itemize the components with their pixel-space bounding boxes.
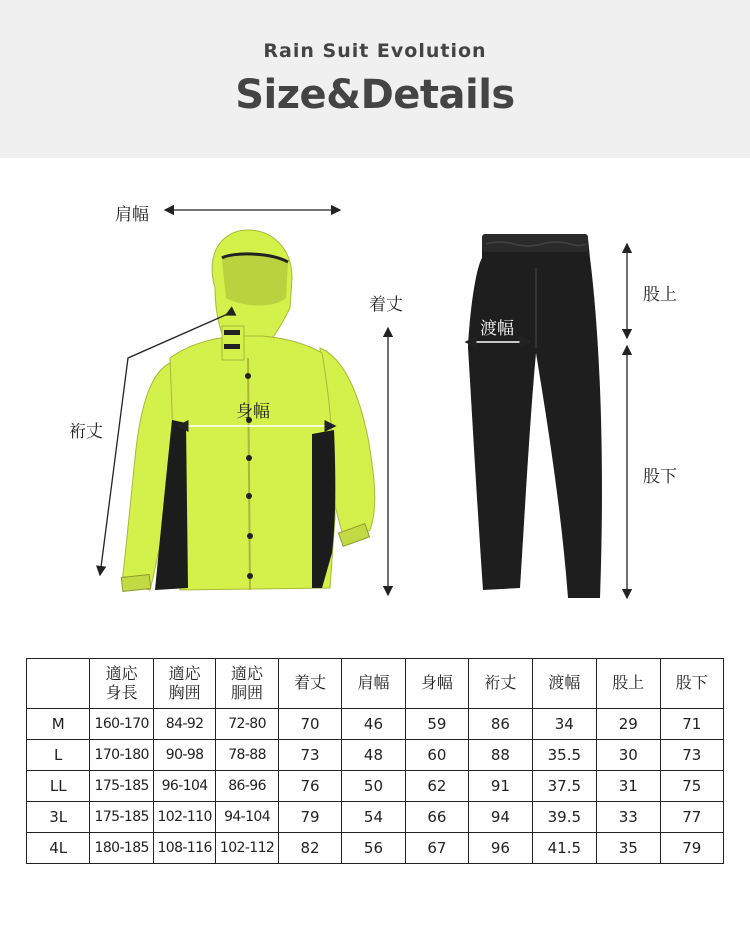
table-cell: 73 [278, 740, 341, 771]
header-size [27, 659, 90, 709]
table-cell: 76 [278, 771, 341, 802]
table-cell: 56 [342, 833, 405, 864]
table-cell: 33 [597, 802, 660, 833]
table-cell: 34 [532, 709, 596, 740]
table-cell: 30 [597, 740, 660, 771]
table-cell: 86 [469, 709, 532, 740]
table-cell: 88 [469, 740, 532, 771]
table-cell: 31 [597, 771, 660, 802]
table-cell: 39.5 [532, 802, 596, 833]
table-cell: 79 [278, 802, 341, 833]
header-banner [0, 0, 750, 158]
header-waist: 適応 胴囲 [216, 659, 278, 709]
table-cell: 86-96 [216, 771, 278, 802]
table-cell: 77 [660, 802, 724, 833]
table-cell: 50 [342, 771, 405, 802]
table-cell: 79 [660, 833, 724, 864]
label-body-width: 身幅 [236, 402, 270, 422]
table-cell: 71 [660, 709, 724, 740]
label-rise: 股上 [643, 285, 677, 305]
table-cell: 94-104 [216, 802, 278, 833]
table-cell: 60 [405, 740, 468, 771]
table-row [27, 833, 724, 864]
pants-illustration [468, 234, 602, 598]
table-cell: 75 [660, 771, 724, 802]
table-cell: 41.5 [532, 833, 596, 864]
size-cell: LL [27, 771, 90, 802]
table-cell: 90-98 [153, 740, 215, 771]
size-table-header-row [27, 659, 724, 709]
table-cell: 35.5 [532, 740, 596, 771]
table-cell: 102-110 [153, 802, 215, 833]
table-cell: 62 [405, 771, 468, 802]
header-length: 着丈 [278, 659, 341, 709]
table-cell: 66 [405, 802, 468, 833]
product-figure [0, 158, 750, 638]
table-cell: 70 [278, 709, 341, 740]
table-cell: 29 [597, 709, 660, 740]
table-row [27, 709, 724, 740]
table-cell: 102-112 [216, 833, 278, 864]
table-cell: 96-104 [153, 771, 215, 802]
header-height: 適応 身長 [90, 659, 153, 709]
table-cell: 175-185 [90, 771, 153, 802]
table-cell: 72-80 [216, 709, 278, 740]
table-row [27, 771, 724, 802]
table-cell: 170-180 [90, 740, 153, 771]
label-length: 着丈 [369, 295, 403, 315]
header-inseam: 股下 [660, 659, 724, 709]
table-row [27, 802, 724, 833]
header-shoulder: 肩幅 [342, 659, 405, 709]
page-subtitle: Rain Suit Evolution [263, 40, 487, 62]
product-illustration [0, 158, 750, 638]
table-cell: 59 [405, 709, 468, 740]
header-chest: 適応 胸囲 [153, 659, 215, 709]
header-rise: 股上 [597, 659, 660, 709]
table-cell: 48 [342, 740, 405, 771]
table-cell: 73 [660, 740, 724, 771]
table-cell: 78-88 [216, 740, 278, 771]
table-cell: 94 [469, 802, 532, 833]
size-table [26, 658, 724, 864]
size-cell: 3L [27, 802, 90, 833]
header-yuki: 裄丈 [469, 659, 532, 709]
label-thigh-width: 渡幅 [480, 319, 514, 339]
label-inseam: 股下 [643, 467, 677, 487]
table-cell: 54 [342, 802, 405, 833]
table-cell: 37.5 [532, 771, 596, 802]
table-cell: 82 [278, 833, 341, 864]
table-cell: 67 [405, 833, 468, 864]
label-yuki: 裄丈 [69, 422, 103, 442]
size-cell: L [27, 740, 90, 771]
header-thigh: 渡幅 [532, 659, 596, 709]
table-cell: 160-170 [90, 709, 153, 740]
table-cell: 35 [597, 833, 660, 864]
page-title: Size&Details [235, 72, 515, 118]
header-body-width: 身幅 [405, 659, 468, 709]
table-cell: 91 [469, 771, 532, 802]
table-cell: 46 [342, 709, 405, 740]
table-row [27, 740, 724, 771]
table-cell: 180-185 [90, 833, 153, 864]
table-cell: 96 [469, 833, 532, 864]
size-cell: M [27, 709, 90, 740]
table-cell: 108-116 [153, 833, 215, 864]
size-cell: 4L [27, 833, 90, 864]
label-shoulder-width: 肩幅 [115, 205, 149, 225]
table-cell: 175-185 [90, 802, 153, 833]
table-cell: 84-92 [153, 709, 215, 740]
